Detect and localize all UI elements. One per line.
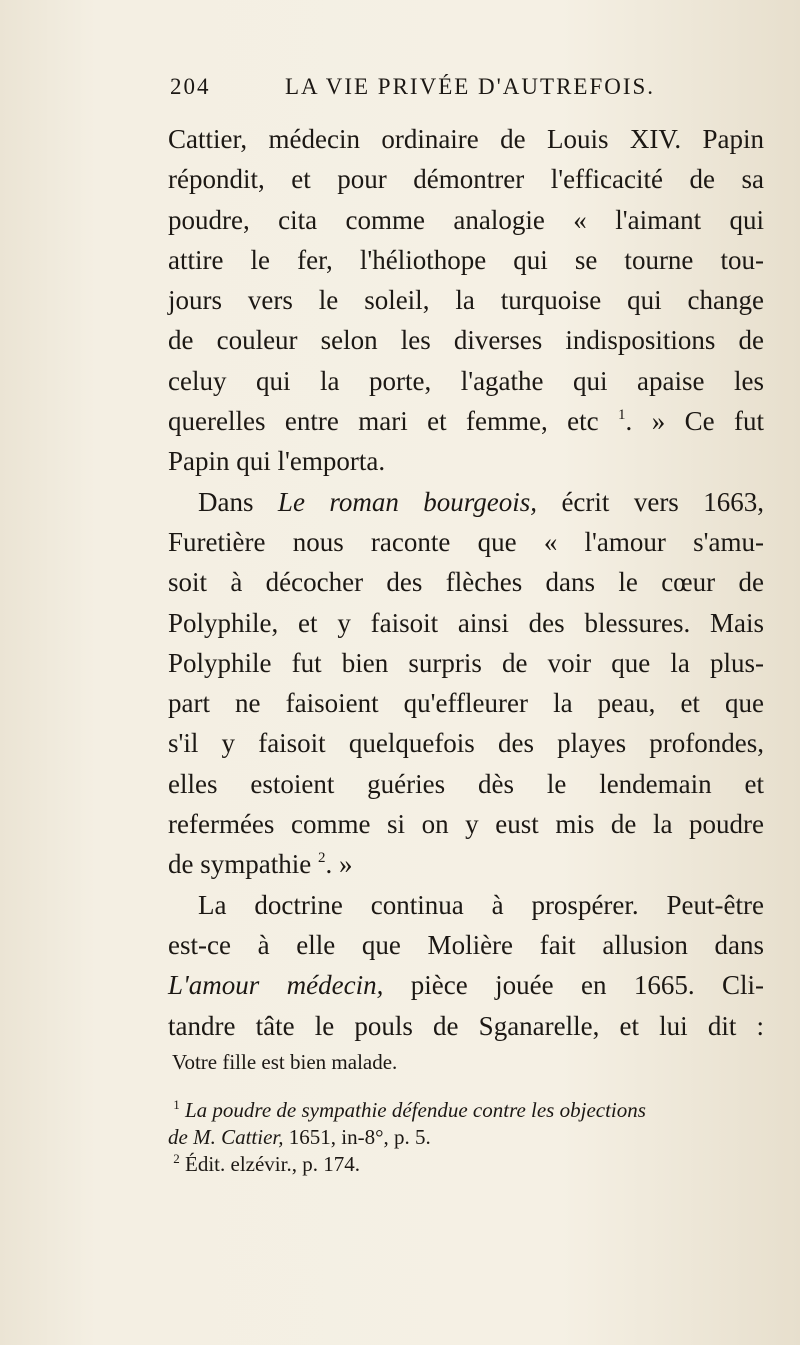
- text-line: Cattier, médecin ordinaire de Louis XIV. Papin: [168, 124, 764, 154]
- text-segment: écrit vers 1663,: [537, 486, 764, 517]
- text-line: refermées comme si on y eust mis de la poudre: [168, 809, 764, 840]
- book-title: Le roman bourgeois,: [277, 486, 538, 517]
- text-segment: querelles entre mari et femme, etc: [168, 406, 619, 437]
- play-title: L'amour médecin,: [168, 970, 384, 1001]
- text-line: Furetière nous raconte que « l'amour s'amu-: [168, 526, 764, 557]
- text-line: [168, 844, 764, 884]
- text-line: de couleur selon les diverses indispositions de: [168, 325, 764, 356]
- text-line: jours vers le soleil, la turquoise qui change: [168, 285, 764, 316]
- footnote-ref: 2: [317, 850, 326, 867]
- text-line: [168, 401, 764, 441]
- quoted-verse: Votre fille est bien malade.: [172, 1050, 398, 1074]
- footnote-text: 1651, in-8°, p. 5.: [283, 1125, 431, 1149]
- text-line: Papin qui l'emporta.: [168, 446, 386, 477]
- text-line: Polyphile fut bien surpris de voir que la plus-: [168, 647, 764, 678]
- footnote-1: [168, 1097, 764, 1124]
- text-line: est-ce à elle que Molière fait allusion dans: [168, 929, 764, 960]
- text-line: attire le fer, l'héliothope qui se tourne tou-: [168, 244, 764, 275]
- footnote-number: 2: [173, 1151, 180, 1166]
- page-header: [170, 74, 760, 108]
- text-line: s'il y faisoit quelquefois des playes profondes,: [168, 728, 764, 759]
- footnote-1-cont: [168, 1124, 764, 1151]
- text-line: soit à décocher des flèches dans le cœur de: [168, 567, 764, 598]
- text-segment: de sympathie: [168, 849, 318, 880]
- text-segment: pièce jouée en 1665. Cli-: [383, 970, 764, 1001]
- text-line: part ne faisoient qu'effleurer la peau, et que: [168, 688, 764, 719]
- text-line: La doctrine continua à prospérer. Peut-être: [198, 889, 764, 920]
- footnote-2: [168, 1151, 764, 1178]
- text-segment: . » Ce fut: [625, 406, 764, 437]
- text-line: répondit, et pour démontrer l'efficacité de sa: [168, 164, 764, 195]
- main-text: [168, 119, 764, 1046]
- text-line: [168, 482, 764, 522]
- text-line: elles estoient guéries dès le lendemain et: [168, 768, 764, 799]
- footnotes: [168, 1097, 764, 1178]
- footnote-ref: 1: [618, 407, 626, 424]
- text-segment: . »: [325, 849, 353, 880]
- footnote-title: La poudre de sympathie défendue contre les objections: [179, 1098, 646, 1122]
- footnote-number: 1: [173, 1097, 180, 1112]
- page-number: 204: [170, 74, 211, 99]
- footnote-text: Édit. elzévir., p. 174.: [179, 1152, 360, 1176]
- text-line: tandre tâte le pouls de Sganarelle, et lui dit :: [168, 1010, 764, 1041]
- text-line: celuy qui la porte, l'agathe qui apaise les: [168, 365, 764, 396]
- text-line: [168, 965, 764, 1005]
- text-segment: Dans: [198, 486, 278, 517]
- text-line: poudre, cita comme analogie « l'aimant qui: [168, 204, 764, 235]
- running-title: LA VIE PRIVÉE D'AUTREFOIS.: [285, 74, 656, 99]
- text-line: Polyphile, et y faisoit ainsi des blessures. Mais: [168, 607, 764, 638]
- footnote-title: de M. Cattier,: [168, 1125, 284, 1149]
